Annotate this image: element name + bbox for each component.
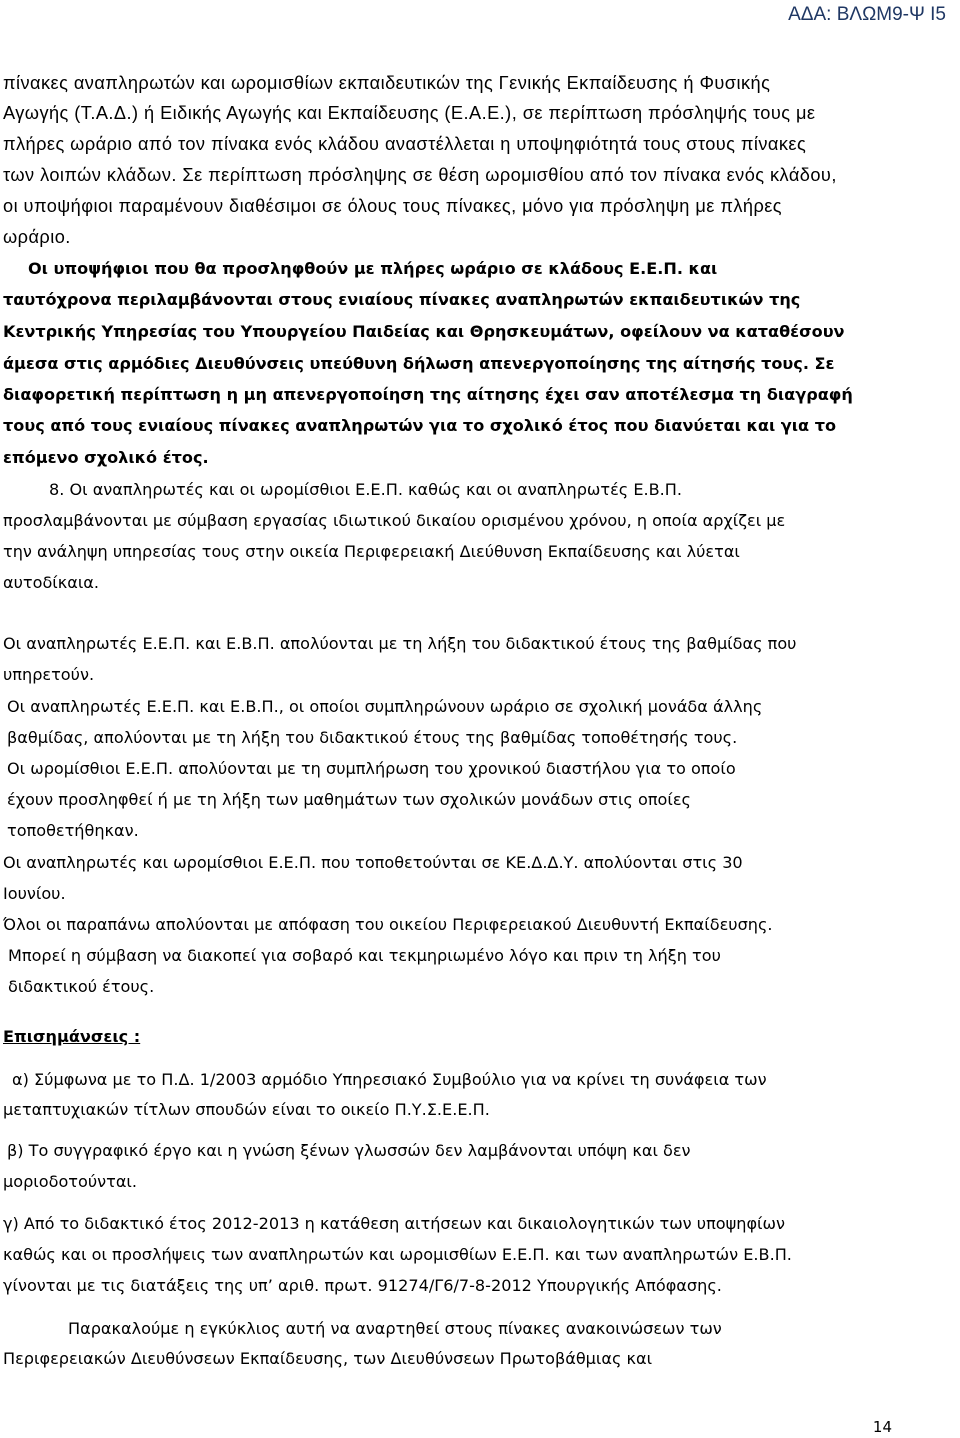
remark-c-line: γ) Από το διδακτικό έτος 2012-2013 η κατάθεση αιτήσεων και δικαιολογητικών των υποψηφίων (3, 1214, 785, 1233)
closing-line: Παρακαλούμε η εγκύκλιος αυτή να αναρτηθεί στους πίνακες ανακοινώσεων των (68, 1319, 722, 1338)
remarks-heading: Επισημάνσεις : (3, 1027, 141, 1046)
termination-line: Οι αναπληρωτές Ε.Ε.Π. και Ε.Β.Π. απολύονται με τη λήξη του διδακτικού έτους της βαθμίδας που (3, 634, 797, 653)
page-number: 14 (872, 1418, 892, 1436)
termination-line: βαθμίδας, απολύονται με τη λήξη του διδακτικού έτους της βαθμίδας τοποθέτησής τους. (7, 728, 738, 747)
termination-line: έχουν προσληφθεί ή με τη λήξη των μαθημάτων των σχολικών μονάδων στις οποίες (7, 790, 691, 809)
remark-b-line: μοριοδοτούνται. (3, 1172, 137, 1191)
bold-notice-line: διαφορετική περίπτωση η μη απενεργοποίηση της αίτησης έχει σαν αποτέλεσμα τη διαγραφή (3, 385, 853, 404)
item-8-line: προσλαμβάνονται με σύμβαση εργασίας ιδιωτικού δικαίου ορισμένου χρόνου, η οποία αρχίζει με (3, 511, 786, 530)
bold-notice-line: Οι υποψήφιοι που θα προσληφθούν με πλήρες ωράριο σε κλάδους Ε.Ε.Π. και (28, 259, 718, 278)
remark-a-line: α) Σύμφωνα με το Π.Δ. 1/2003 αρμόδιο Υπηρεσιακό Συμβούλιο για να κρίνει τη συνάφεια των (12, 1070, 767, 1089)
closing-line: Περιφερειακών Διευθύνσεων Εκπαίδευσης, των Διευθύνσεων Πρωτοβάθμιας και (3, 1349, 653, 1368)
bold-notice-line: άμεσα στις αρμόδιες Διευθύνσεις υπεύθυνη δήλωση απενεργοποίησης της αίτησής τους. Σε (3, 354, 835, 373)
termination-line: Όλοι οι παραπάνω απολύονται με απόφαση του οικείου Περιφερειακού Διευθυντή Εκπαίδευσης. (3, 915, 773, 934)
paragraph-line: Αγωγής (Τ.Α.Δ.) ή Ειδικής Αγωγής και Εκπαίδευσης (Ε.Α.Ε.), σε περίπτωση πρόσληψής τους με (3, 103, 816, 123)
item-8-line: αυτοδίκαια. (3, 573, 100, 592)
paragraph-line: οι υποψήφιοι παραμένουν διαθέσιμοι σε όλους τους πίνακες, μόνο για πρόσληψη με πλήρες (3, 196, 783, 216)
termination-line: Ιουνίου. (3, 884, 66, 903)
bold-notice-line: επόμενο σχολικό έτος. (3, 448, 209, 467)
termination-line: Οι ωρομίσθιοι Ε.Ε.Π. απολύονται με τη συμπλήρωση του χρονικού διαστήλου για το οποίο (7, 759, 736, 778)
termination-line: διδακτικού έτους. (8, 977, 155, 996)
paragraph-line: ωράριο. (3, 227, 71, 247)
termination-line: Οι αναπληρωτές και ωρομίσθιοι Ε.Ε.Π. που τοποθετούνται σε ΚΕ.Δ.Δ.Υ. απολύονται στις 30 (3, 853, 743, 872)
termination-line: τοποθετήθηκαν. (7, 821, 139, 840)
remark-c-line: γίνονται με τις διατάξεις της υπ’ αριθ. πρωτ. 91274/Γ6/7-8-2012 Υπουργικής Απόφασης. (3, 1276, 722, 1295)
paragraph-line: των λοιπών κλάδων. Σε περίπτωση πρόσληψης σε θέση ωρομισθίου από τον πίνακα ενός κλάδου, (3, 165, 837, 185)
bold-notice-line: τους από τους ενιαίους πίνακες αναπληρωτών για το σχολικό έτος που διανύεται και για το (3, 416, 837, 435)
ada-header: ΑΔΑ: ΒΛΩΜ9-Ψ Ι5 (788, 4, 946, 25)
bold-notice-line: Κεντρικής Υπηρεσίας του Υπουργείου Παιδείας και Θρησκευμάτων, οφείλουν να καταθέσουν (3, 322, 845, 341)
bold-notice-line: ταυτόχρονα περιλαμβάνονται στους ενιαίους πίνακες αναπληρωτών εκπαιδευτικών της (3, 290, 801, 309)
termination-line: Μπορεί η σύμβαση να διακοπεί για σοβαρό και τεκμηριωμένο λόγο και πριν τη λήξη του (8, 946, 721, 965)
termination-line: Οι αναπληρωτές Ε.Ε.Π. και Ε.Β.Π., οι οποίοι συμπληρώνουν ωράριο σε σχολική μονάδα άλλης (7, 697, 763, 716)
remark-a-line: μεταπτυχιακών τίτλων σπουδών είναι το οικείο Π.Υ.Σ.Ε.Ε.Π. (3, 1100, 490, 1119)
remark-c-line: καθώς και οι προσλήψεις των αναπληρωτών και ωρομισθίων Ε.Ε.Π. και των αναπληρωτών Ε.Β.Π. (3, 1245, 792, 1264)
item-8-line: 8. Οι αναπληρωτές και οι ωρομίσθιοι Ε.Ε.Π. καθώς και οι αναπληρωτές Ε.Β.Π. (49, 480, 683, 499)
remark-b-line: β) Το συγγραφικό έργο και η γνώση ξένων γλωσσών δεν λαμβάνονται υπόψη και δεν (7, 1141, 691, 1160)
termination-line: υπηρετούν. (3, 665, 95, 684)
item-8-line: την ανάληψη υπηρεσίας τους στην οικεία Περιφερειακή Διεύθυνση Εκπαίδευσης και λύεται (3, 542, 740, 561)
paragraph-line: πλήρες ωράριο από τον πίνακα ενός κλάδου αναστέλλεται η υποψηφιότητά τους στους πίνακες (3, 134, 807, 154)
paragraph-line: πίνακες αναπληρωτών και ωρομισθίων εκπαιδευτικών της Γενικής Εκπαίδευσης ή Φυσικής (3, 73, 771, 93)
